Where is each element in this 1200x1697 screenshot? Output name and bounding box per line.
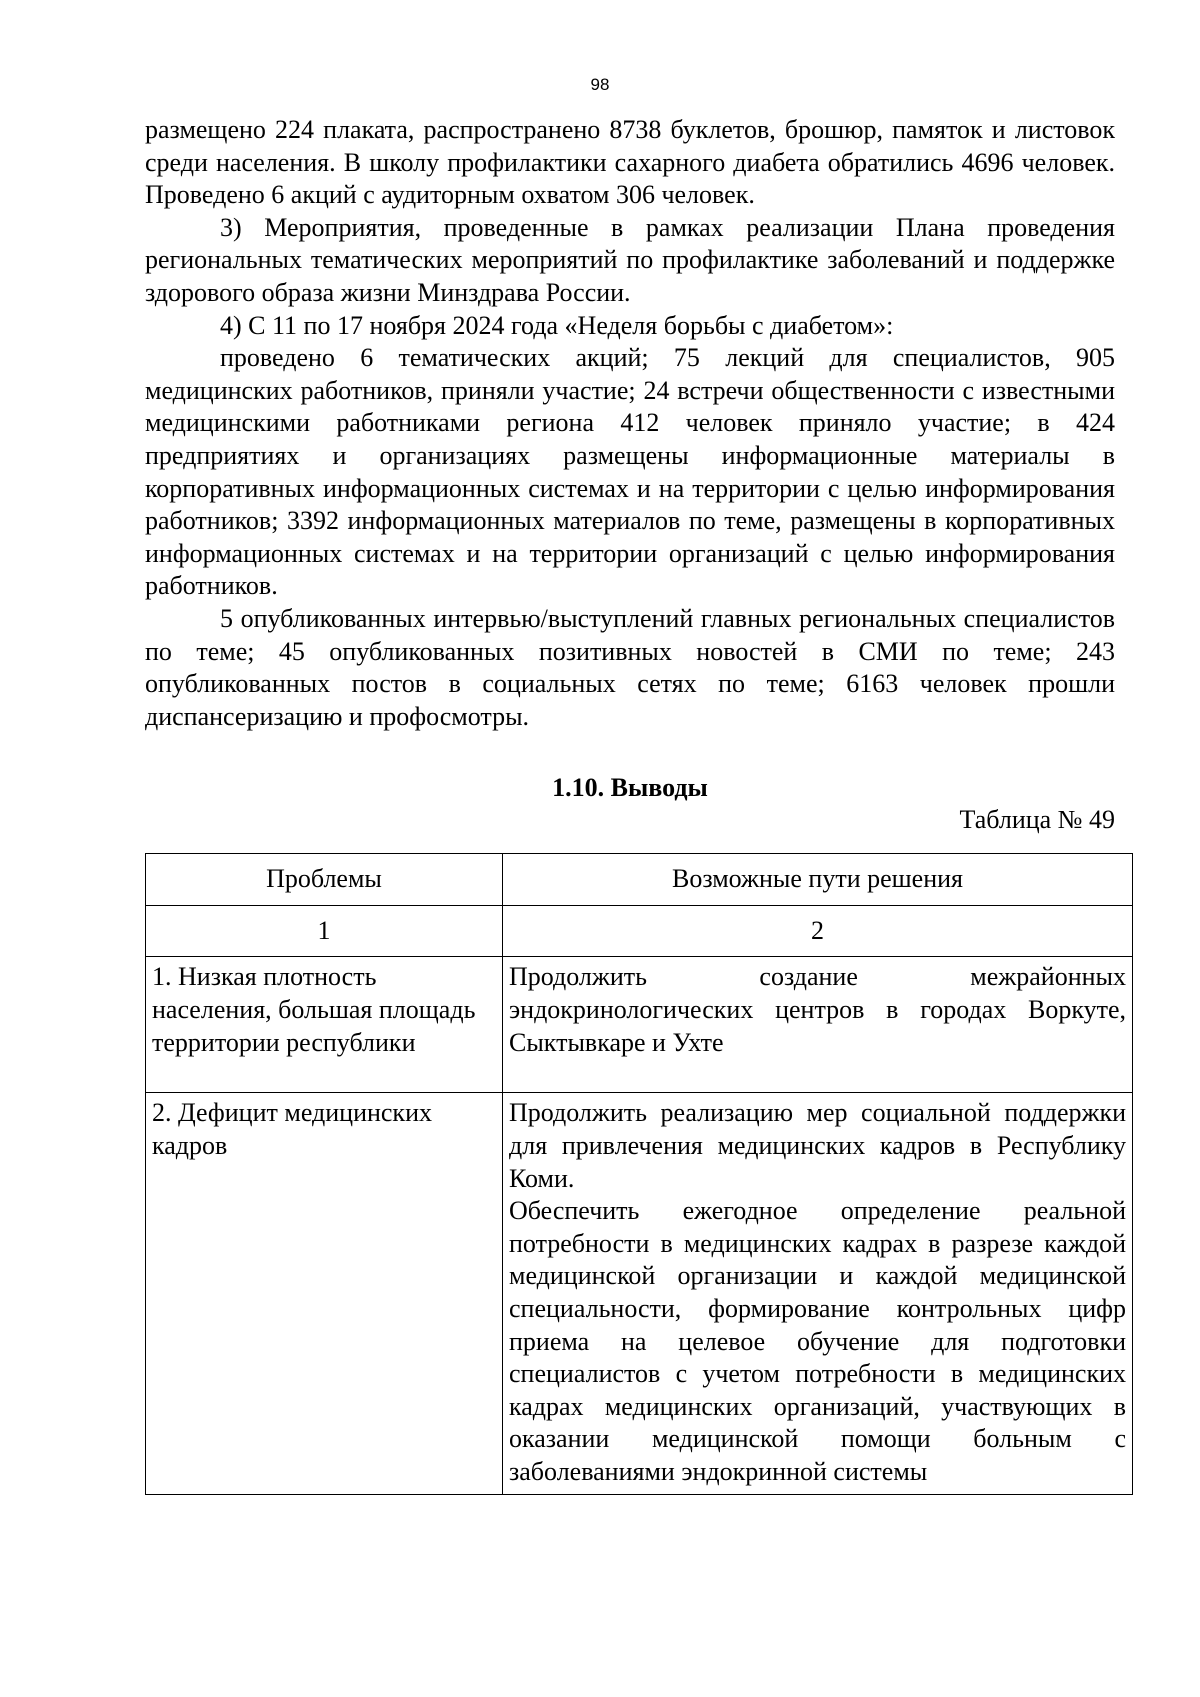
page-number: 98 bbox=[590, 75, 610, 94]
table-column-number: 1 bbox=[146, 905, 503, 957]
solution-text: Продолжить создание межрайонных эндокринологических центров в городах Воркуте, Сыктывкаре и Ухте bbox=[509, 962, 1126, 1057]
table-header-cell: Возможные пути решения bbox=[503, 854, 1133, 906]
solution-cell bbox=[503, 957, 1133, 1093]
body-paragraph: 3) Мероприятия, проведенные в рамках реализации Плана проведения региональных тематических мероприятий по профилактике заболеваний и поддержке здорового образа жизни Минздрава России. bbox=[145, 212, 1115, 307]
body-paragraph: размещено 224 плаката, распространено 8738 буклетов, брошюр, памяток и листовок среди населения. В школу профилактики сахарного диабета обратились 4696 человек. Проведено 6 акций с аудиторным охватом 306 человек. bbox=[145, 115, 1115, 210]
body-paragraph: проведено 6 тематических акций; 75 лекций для специалистов, 905 медицинских работников, приняли участие; 24 встречи общественности с известными медицинскими работниками региона 412 человек приняло участие; в 424 предприятиях и организациях размещены информационные материалы в корпоративных информационных системах и на территории с целью информирования работников; 3392 информационных материалов по теме, размещены в корпоративных информационных системах и на территории организаций с целью информирования работников. bbox=[145, 343, 1115, 601]
table-caption: Таблица № 49 bbox=[959, 805, 1115, 835]
table-row bbox=[146, 1093, 1133, 1494]
solution-text: Продолжить реализацию мер социальной поддержки для привлечения медицинских кадров в Республику Коми. bbox=[509, 1098, 1126, 1193]
section-title: 1.10. Выводы bbox=[552, 773, 708, 803]
solution-text: Обеспечить ежегодное определение реальной потребности в медицинских кадрах в разрезе каждой медицинской организации и каждой медицинской специальности, формирование контрольных цифр приема на целевое обучение для подготовки специалистов с учетом потребности в медицинских кадрах медицинских организаций, участвующих в оказании медицинской помощи больным с заболеваниями эндокринной системы bbox=[509, 1196, 1126, 1486]
table-row bbox=[146, 957, 1133, 1093]
solution-cell bbox=[503, 1093, 1133, 1494]
body-paragraph: 4) С 11 по 17 ноября 2024 года «Неделя борьбы с диабетом»: bbox=[220, 310, 894, 340]
problem-cell: 1. Низкая плотность населения, большая площадь территории республики bbox=[146, 957, 503, 1093]
table-header-row bbox=[146, 854, 1133, 906]
table-column-number: 2 bbox=[503, 905, 1133, 957]
body-paragraph: 5 опубликованных интервью/выступлений главных региональных специалистов по теме; 45 опубликованных позитивных новостей в СМИ по теме; 243 опубликованных постов в социальных сетях по теме; 6163 человек прошли диспансеризацию и профосмотры. bbox=[145, 603, 1115, 731]
table-header-cell: Проблемы bbox=[146, 854, 503, 906]
conclusions-table bbox=[145, 853, 1133, 1494]
document-body bbox=[145, 114, 1126, 1495]
problem-cell: 2. Дефицит медицинских кадров bbox=[146, 1093, 503, 1494]
table-number-row bbox=[146, 905, 1133, 957]
